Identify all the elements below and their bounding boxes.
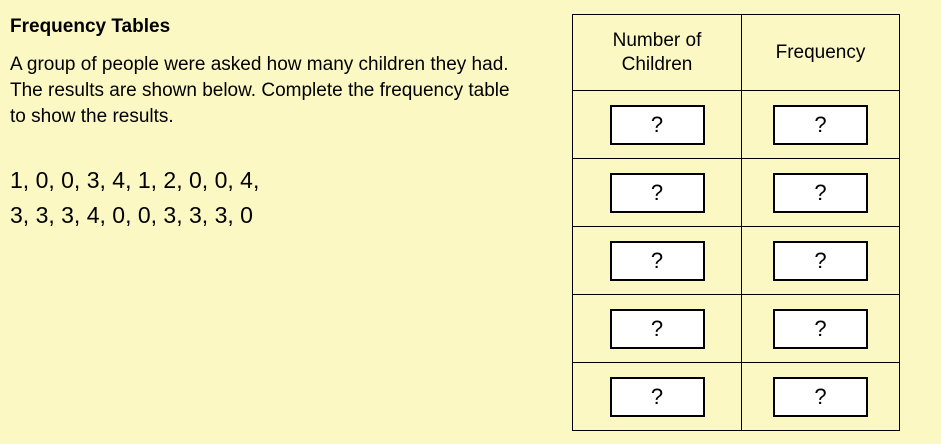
children-input-1[interactable]: [610, 105, 705, 145]
data-line-2: 3, 3, 3, 4, 0, 0, 3, 3, 3, 0: [10, 202, 253, 228]
table-cell: [742, 227, 900, 295]
table-cell: [573, 91, 742, 159]
table-row: [573, 159, 900, 227]
data-line-1: 1, 0, 0, 3, 4, 1, 2, 0, 0, 4,: [10, 167, 260, 193]
table-row: [573, 91, 900, 159]
table-cell: [573, 295, 742, 363]
table-row: [573, 295, 900, 363]
table-row: [573, 227, 900, 295]
children-input-5[interactable]: [610, 377, 705, 417]
table-cell: [573, 227, 742, 295]
frequency-input-1[interactable]: [773, 105, 868, 145]
data-values: [10, 163, 259, 233]
header-children-line2: Children: [621, 53, 693, 75]
children-input-3[interactable]: [610, 241, 705, 281]
question-instructions: A group of people were asked how many children they had. The results are shown below. Complete the frequency table to show the results.: [10, 54, 510, 127]
table-cell: [742, 295, 900, 363]
table-cell: [742, 159, 900, 227]
table-cell: [573, 159, 742, 227]
table-cell: [573, 363, 742, 431]
header-number-of-children: [573, 15, 742, 91]
page-title: Frequency Tables: [10, 16, 171, 37]
table-cell: [742, 91, 900, 159]
header-children-line1: Number of: [612, 29, 702, 51]
frequency-input-3[interactable]: [773, 241, 868, 281]
frequency-input-2[interactable]: [773, 173, 868, 213]
table-header-row: [573, 15, 900, 91]
frequency-input-5[interactable]: [773, 377, 868, 417]
table-row: [573, 363, 900, 431]
table-cell: [742, 363, 900, 431]
children-input-2[interactable]: [610, 173, 705, 213]
children-input-4[interactable]: [610, 309, 705, 349]
frequency-input-4[interactable]: [773, 309, 868, 349]
frequency-table: [572, 14, 900, 431]
header-frequency: Frequency: [742, 15, 900, 91]
